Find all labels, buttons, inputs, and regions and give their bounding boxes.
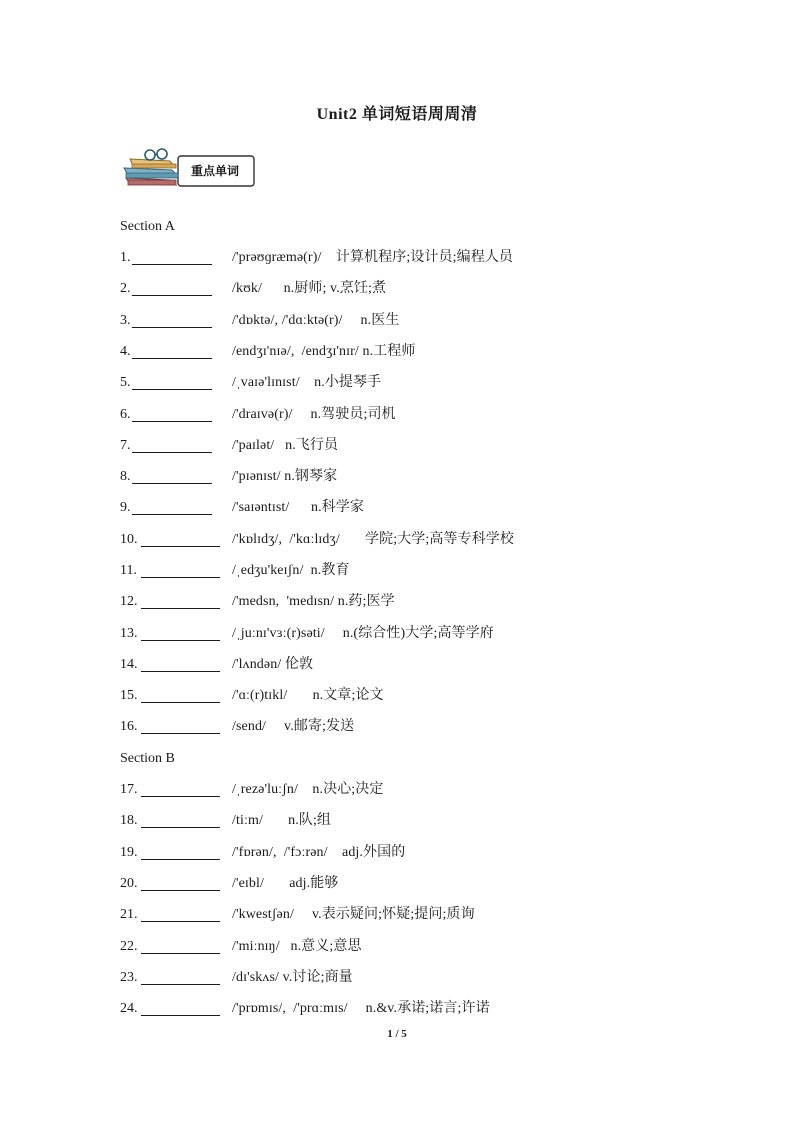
answer-blank[interactable] — [132, 483, 212, 484]
answer-blank[interactable] — [132, 327, 212, 328]
badge-label: 重点单词 — [190, 164, 239, 178]
definition: /endʒɪ'nɪə/, /endʒɪ'nɪr/ n.工程师 — [232, 344, 416, 359]
answer-blank[interactable] — [141, 733, 220, 734]
item-number: 16. — [120, 719, 138, 734]
answer-blank[interactable] — [141, 640, 220, 641]
answer-blank[interactable] — [141, 890, 220, 891]
page-title: Unit2 单词短语周周清 — [316, 106, 478, 123]
item-number: 19. — [120, 845, 138, 860]
definition: /'saɪəntɪst/ n.科学家 — [232, 500, 364, 515]
definition: /send/ v.邮寄;发送 — [232, 719, 355, 734]
definition: /'fɒrən/, /'fɔːrən/ adj.外国的 — [232, 845, 406, 860]
answer-blank[interactable] — [132, 358, 212, 359]
answer-blank[interactable] — [141, 953, 220, 954]
definition: /tiːm/ n.队;组 — [232, 813, 332, 828]
definition: /'lʌndən/ 伦敦 — [232, 657, 314, 672]
item-number: 3. — [120, 313, 131, 328]
page-number: 1 / 5 — [387, 1028, 407, 1040]
answer-blank[interactable] — [141, 1015, 220, 1016]
item-number: 7. — [120, 438, 131, 453]
definition: /'eɪbl/ adj.能够 — [232, 876, 339, 891]
item-number: 23. — [120, 970, 138, 985]
definition: /'prəʊɡræmə(r)/ 计算机程序;设计员;编程人员 — [232, 250, 514, 265]
answer-blank[interactable] — [141, 921, 220, 922]
answer-blank[interactable] — [141, 796, 220, 797]
answer-blank[interactable] — [132, 452, 212, 453]
answer-blank[interactable] — [132, 514, 212, 515]
item-number: 8. — [120, 469, 131, 484]
definition: /'pɪənɪst/ n.钢琴家 — [232, 469, 338, 484]
definition: /'medsn, 'medɪsn/ n.药;医学 — [232, 594, 395, 609]
answer-blank[interactable] — [141, 827, 220, 828]
answer-blank[interactable] — [141, 859, 220, 860]
item-number: 17. — [120, 782, 138, 797]
definition: /'kwestʃən/ v.表示疑问;怀疑;提问;质询 — [232, 907, 475, 922]
definition: /kʊk/ n.厨师; v.烹饪;煮 — [232, 281, 387, 296]
item-number: 22. — [120, 939, 138, 954]
item-number: 10. — [120, 532, 138, 547]
item-number: 20. — [120, 876, 138, 891]
section-header: Section A — [120, 219, 175, 234]
answer-blank[interactable] — [132, 295, 212, 296]
definition: /ˌrezə'luːʃn/ n.决心;决定 — [232, 782, 384, 797]
item-number: 4. — [120, 344, 131, 359]
item-number: 11. — [120, 563, 137, 578]
answer-blank[interactable] — [141, 671, 220, 672]
item-number: 24. — [120, 1001, 138, 1016]
item-number: 9. — [120, 500, 131, 515]
definition: /'prɒmɪs/, /'prɑːmɪs/ n.&v.承诺;诺言;许诺 — [232, 1001, 490, 1016]
item-number: 2. — [120, 281, 131, 296]
answer-blank[interactable] — [141, 546, 220, 547]
definition: /'dɒktə/, /'dɑːktə(r)/ n.医生 — [232, 313, 400, 328]
item-number: 13. — [120, 626, 138, 641]
answer-blank[interactable] — [132, 389, 212, 390]
item-number: 6. — [120, 407, 131, 422]
item-number: 12. — [120, 594, 138, 609]
definition: /'draɪvə(r)/ n.驾驶员;司机 — [232, 407, 396, 422]
definition: /'miːnɪŋ/ n.意义;意思 — [232, 939, 362, 954]
answer-blank[interactable] — [141, 702, 220, 703]
item-number: 21. — [120, 907, 138, 922]
definition: /ˌjuːnɪ'vɜː(r)səti/ n.(综合性)大学;高等学府 — [232, 626, 494, 641]
definition: /ˌvaɪə'lɪnɪst/ n.小提琴手 — [232, 375, 382, 390]
item-number: 18. — [120, 813, 138, 828]
answer-blank[interactable] — [141, 608, 220, 609]
item-number: 14. — [120, 657, 138, 672]
answer-blank[interactable] — [132, 421, 212, 422]
answer-blank[interactable] — [141, 577, 220, 578]
definition: /'kɒlɪdʒ/, /'kɑːlɪdʒ/ 学院;大学;高等专科学校 — [232, 532, 515, 547]
definition: /'ɑː(r)tɪkl/ n.文章;论文 — [232, 688, 384, 703]
item-number: 15. — [120, 688, 138, 703]
answer-blank[interactable] — [132, 264, 212, 265]
item-number: 1. — [120, 250, 131, 265]
definition: /dɪ'skʌs/ v.讨论;商量 — [232, 970, 353, 985]
answer-blank[interactable] — [141, 984, 220, 985]
item-number: 5. — [120, 375, 131, 390]
section-header: Section B — [120, 750, 175, 766]
definition: /'paɪlət/ n.飞行员 — [232, 438, 339, 453]
definition: /ˌedʒu'keɪʃn/ n.教育 — [232, 563, 350, 578]
